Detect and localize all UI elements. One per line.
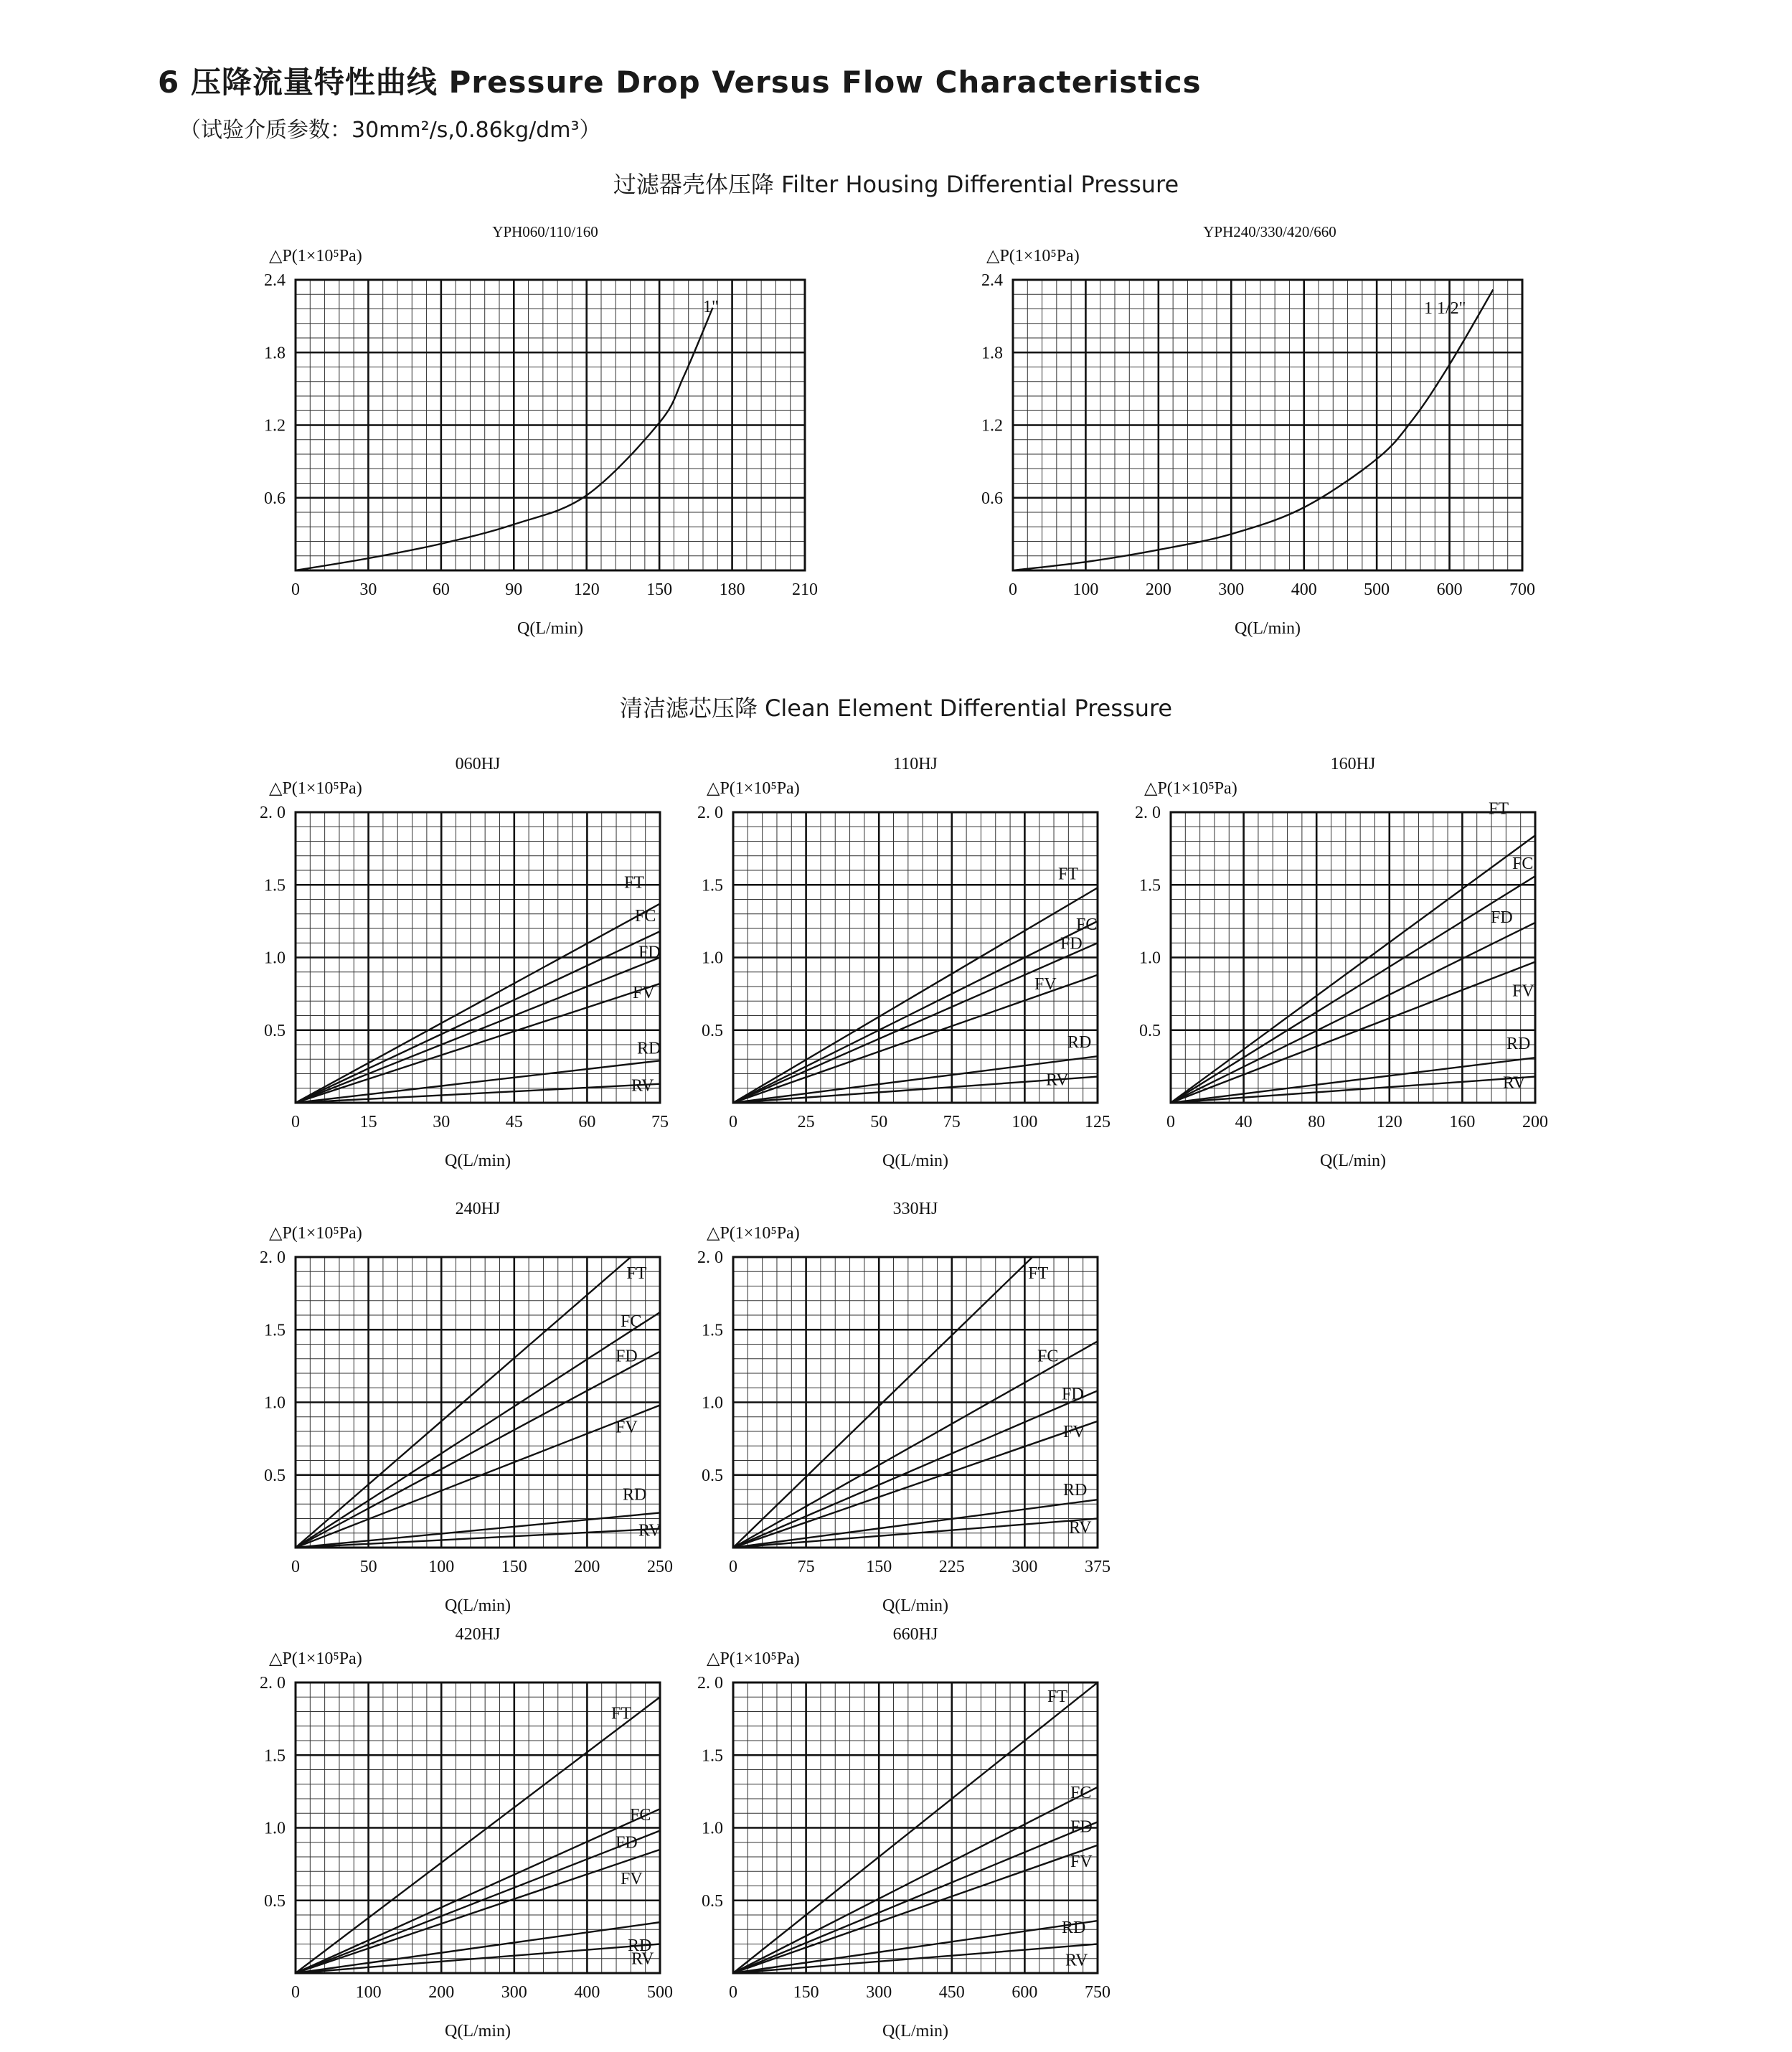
series-label: FV [1034,974,1057,994]
y-tick-label: 2. 0 [260,804,286,822]
series-label: RV [631,1949,654,1969]
series-line-fd [733,1822,1098,1973]
chart-title: YPH060/110/160 [492,223,598,240]
x-tick-label: 180 [719,580,745,599]
y-axis-label: △P(1×10⁵Pa) [707,1224,800,1243]
x-axis-label: Q(L/min) [445,2022,511,2041]
y-tick-label: 1.5 [702,1321,723,1340]
series-label: RV [1503,1073,1526,1093]
series-label: FT [1058,865,1079,884]
series-label: FD [1062,1385,1084,1404]
x-tick-label: 25 [797,1113,815,1131]
y-tick-label: 0.5 [264,1466,286,1485]
series-line-fv [733,1845,1098,1973]
series-line-fd [296,1831,660,1973]
series-label: FT [626,1264,647,1283]
x-tick-label: 0 [1166,1113,1175,1131]
series-label: FV [1512,982,1534,1001]
series-label: RD [1063,1481,1088,1500]
y-tick-label: 0.5 [702,1891,723,1911]
chart-330hj [697,1200,1110,1615]
x-axis-label: Q(L/min) [1235,619,1301,638]
chart-title: 160HJ [1330,755,1376,773]
series-label: RD [1067,1033,1092,1053]
x-tick-label: 30 [359,580,377,599]
x-tick-label: 200 [1145,580,1171,599]
series-label: RD [628,1936,652,1956]
y-axis-label: △P(1×10⁵Pa) [707,779,800,798]
series-label: RD [637,1039,661,1058]
x-tick-label: 225 [938,1558,965,1576]
x-tick-label: 160 [1449,1113,1476,1131]
series-label: FC [1076,915,1098,934]
x-axis-label: Q(L/min) [1320,1152,1386,1170]
x-tick-label: 700 [1509,580,1535,599]
series-label: FC [1037,1347,1059,1366]
chart-160hj [1135,755,1548,1170]
x-tick-label: 60 [578,1113,596,1131]
y-tick-label: 1.5 [702,876,723,895]
series-label: FT [611,1704,632,1723]
x-tick-label: 0 [291,1113,300,1131]
y-tick-label: 1.8 [981,344,1003,363]
chart-title: YPH240/330/420/660 [1203,223,1336,240]
y-tick-label: 2.4 [264,271,286,290]
x-tick-label: 150 [866,1558,892,1576]
series-line-fv [1171,962,1535,1103]
series-line-1 [296,308,713,570]
chart-title: 110HJ [893,755,938,773]
x-tick-label: 300 [501,1983,527,2002]
y-axis-label: △P(1×10⁵Pa) [269,247,362,265]
x-tick-label: 30 [433,1113,451,1131]
y-tick-label: 1.5 [264,1321,286,1340]
test-medium-note: （试验介质参数：30mm²/s,0.86kg/dm³） [179,118,601,143]
y-tick-label: 1.5 [1139,876,1161,895]
y-tick-label: 2. 0 [1135,804,1161,822]
chart-title: 330HJ [892,1200,938,1218]
x-tick-label: 200 [1522,1113,1548,1131]
y-tick-label: 1.8 [264,344,286,363]
series-label: RV [638,1521,661,1540]
title-cn: 压降流量特性曲线 [190,65,438,100]
x-tick-label: 600 [1436,580,1463,599]
series-label: FV [1063,1422,1085,1441]
series-line-fv [296,1850,660,1973]
series-label: FD [1060,934,1083,954]
series-label: FT [1047,1688,1068,1706]
x-tick-label: 75 [797,1558,815,1576]
series-label: FD [1070,1817,1093,1837]
chart-title: 660HJ [892,1625,938,1644]
x-tick-label: 375 [1085,1558,1110,1576]
chart-yph060-110-160 [264,223,818,638]
series-label: FV [633,983,655,1002]
series-line-fc [1171,876,1535,1103]
series-label: FT [1489,799,1509,819]
x-tick-label: 450 [938,1983,965,2002]
x-tick-label: 400 [574,1983,600,2002]
x-tick-label: 200 [428,1983,455,2002]
x-tick-label: 0 [291,580,300,599]
x-tick-label: 45 [505,1113,523,1131]
x-tick-label: 0 [729,1558,737,1576]
y-tick-label: 1.0 [702,1393,723,1413]
x-tick-label: 750 [1085,1983,1110,2002]
x-tick-label: 0 [729,1113,737,1131]
x-tick-label: 300 [866,1983,892,2002]
title-number: 6 [158,65,180,100]
y-tick-label: 1.2 [264,416,286,436]
y-axis-label: △P(1×10⁵Pa) [707,1649,800,1668]
x-tick-label: 60 [432,580,450,599]
x-tick-label: 120 [573,580,600,599]
x-tick-label: 100 [428,1558,455,1576]
series-line-ft [296,904,660,1103]
series-line-fv [733,1421,1098,1548]
series-label: FC [630,1806,651,1825]
y-tick-label: 0.6 [981,489,1003,508]
y-axis-label: △P(1×10⁵Pa) [1144,779,1237,798]
series-line-ft [733,888,1098,1103]
x-tick-label: 500 [647,1983,673,2002]
x-tick-label: 600 [1011,1983,1038,2002]
x-tick-label: 120 [1376,1113,1402,1131]
series-line-fv [296,984,660,1103]
series-label: RD [623,1485,647,1505]
y-tick-label: 0.5 [702,1466,723,1485]
y-tick-label: 1.5 [702,1746,723,1766]
series-label: FC [1070,1783,1092,1802]
series-label: FD [616,1833,638,1853]
title-en: Pressure Drop Versus Flow Characteristics [448,65,1202,100]
series-label: FC [1512,855,1534,874]
series-label: FV [1070,1852,1093,1871]
series-label: RD [1506,1035,1531,1054]
y-tick-label: 2. 0 [260,1248,286,1267]
x-tick-label: 150 [501,1558,527,1576]
y-tick-label: 1.0 [702,1819,723,1838]
chart-060hj [260,755,669,1170]
x-tick-label: 0 [291,1558,300,1576]
series-label: RV [1046,1070,1069,1090]
x-tick-label: 100 [1072,580,1099,599]
section-title-housing: 过滤器壳体压降 Filter Housing Differential Pressure [613,171,1179,198]
y-tick-label: 1.0 [264,949,286,968]
y-tick-label: 1.0 [702,949,723,968]
series-line-fd [1171,923,1535,1103]
x-axis-label: Q(L/min) [882,1596,948,1615]
series-line-fc [733,1787,1098,1973]
series-label: FD [616,1347,638,1366]
chart-yph240-330-420-660 [981,223,1535,638]
series-label: RV [1065,1951,1088,1970]
y-tick-label: 0.5 [1139,1021,1161,1040]
chart-title: 420HJ [455,1625,501,1644]
series-label: FC [635,907,656,926]
x-tick-label: 400 [1291,580,1317,599]
series-label: 1 1/2" [1424,299,1466,318]
x-tick-label: 250 [647,1558,673,1576]
y-tick-label: 2.4 [981,271,1003,290]
x-tick-label: 100 [355,1983,382,2002]
y-axis-label: △P(1×10⁵Pa) [986,247,1080,265]
x-tick-label: 100 [1011,1113,1038,1131]
series-line-rv [296,1084,660,1103]
series-label: 1" [703,298,719,316]
x-tick-label: 40 [1235,1113,1253,1131]
y-tick-label: 0.6 [264,489,286,508]
series-label: FV [616,1418,638,1437]
series-line-rv [733,1077,1098,1103]
x-tick-label: 0 [1009,580,1017,599]
chart-240hj [260,1200,673,1615]
y-tick-label: 1.5 [264,876,286,895]
y-tick-label: 0.5 [264,1891,286,1911]
y-axis-label: △P(1×10⁵Pa) [269,1224,362,1243]
y-tick-label: 0.5 [702,1021,723,1040]
series-line-ft [1171,835,1535,1103]
y-tick-label: 2. 0 [697,804,723,822]
y-tick-label: 2. 0 [697,1248,723,1267]
series-line-fc [733,921,1098,1103]
chart-660hj [697,1625,1110,2041]
chart-title: 060HJ [455,755,501,773]
x-tick-label: 200 [574,1558,600,1576]
x-tick-label: 150 [646,580,673,599]
series-line-fc [296,1312,660,1548]
y-tick-label: 1.2 [981,416,1003,436]
x-tick-label: 125 [1085,1113,1110,1131]
y-axis-label: △P(1×10⁵Pa) [269,779,362,798]
x-tick-label: 150 [793,1983,819,2002]
x-tick-label: 300 [1218,580,1245,599]
x-tick-label: 90 [505,580,523,599]
series-label: FV [621,1869,643,1888]
y-tick-label: 1.5 [264,1746,286,1766]
series-line-fc [733,1341,1098,1548]
series-label: RV [1069,1518,1092,1538]
y-tick-label: 1.0 [264,1393,286,1413]
x-tick-label: 500 [1364,580,1390,599]
series-label: FT [624,873,645,893]
y-tick-label: 0.5 [264,1021,286,1040]
x-tick-label: 0 [291,1983,300,2002]
series-label: FT [1028,1264,1049,1283]
y-axis-label: △P(1×10⁵Pa) [269,1649,362,1668]
x-tick-label: 75 [651,1113,669,1131]
y-tick-label: 2. 0 [260,1674,286,1693]
x-tick-label: 0 [729,1983,737,2002]
series-label: FD [638,943,661,962]
series-line-fv [733,975,1098,1103]
series-line-ft [296,1697,660,1973]
y-tick-label: 1.0 [1139,949,1161,968]
chart-title: 240HJ [455,1200,501,1218]
x-tick-label: 15 [359,1113,377,1131]
x-axis-label: Q(L/min) [445,1152,511,1170]
series-line-rv [296,1529,660,1548]
y-tick-label: 2. 0 [697,1674,723,1693]
series-label: RV [631,1076,654,1096]
x-axis-label: Q(L/min) [882,2022,948,2041]
x-tick-label: 50 [870,1113,888,1131]
series-label: FC [621,1312,642,1331]
x-tick-label: 300 [1011,1558,1038,1576]
series-line-fv [296,1406,660,1548]
x-axis-label: Q(L/min) [445,1596,511,1615]
series-label: FD [1491,908,1513,927]
x-tick-label: 50 [359,1558,377,1576]
y-tick-label: 1.0 [264,1819,286,1838]
chart-110hj [697,755,1110,1170]
chart-420hj [260,1625,673,2041]
section-title-element: 清洁滤芯压降 Clean Element Differential Pressure [619,695,1173,722]
x-tick-label: 210 [792,580,818,599]
x-axis-label: Q(L/min) [882,1152,948,1170]
x-axis-label: Q(L/min) [517,619,583,638]
series-label: RD [1062,1919,1086,1938]
x-tick-label: 75 [943,1113,961,1131]
x-tick-label: 80 [1308,1113,1326,1131]
